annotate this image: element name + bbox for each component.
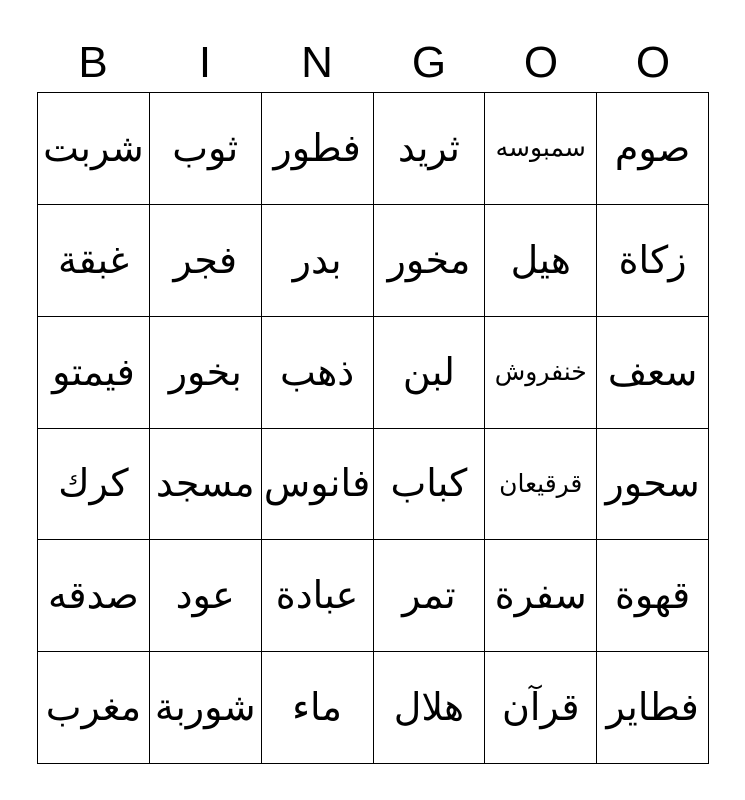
bingo-cell[interactable]: سحور (597, 429, 709, 541)
bingo-cell[interactable]: كباب (374, 429, 486, 541)
bingo-cell[interactable]: شربت (38, 93, 150, 205)
bingo-cell[interactable]: هيل (485, 205, 597, 317)
bingo-board (37, 92, 709, 764)
bingo-cell[interactable]: عبادة (262, 540, 374, 652)
header-letter-o: O (523, 38, 559, 87)
header-letter-i: I (198, 38, 212, 87)
bingo-cell[interactable]: شوربة (150, 652, 262, 764)
bingo-cell[interactable]: مسجد (150, 429, 262, 541)
bingo-cell[interactable]: فطور (262, 93, 374, 205)
bingo-cell[interactable]: فجر (150, 205, 262, 317)
bingo-cell[interactable]: لبن (374, 317, 486, 429)
bingo-cell[interactable]: قهوة (597, 540, 709, 652)
bingo-cell[interactable]: ثريد (374, 93, 486, 205)
bingo-cell[interactable]: قرآن (485, 652, 597, 764)
bingo-cell[interactable]: خنفروش (485, 317, 597, 429)
header-letter-g: G (411, 38, 447, 87)
bingo-cell[interactable]: سمبوسه (485, 93, 597, 205)
bingo-cell[interactable]: فيمتو (38, 317, 150, 429)
bingo-header (37, 34, 709, 92)
bingo-cell[interactable]: مخور (374, 205, 486, 317)
bingo-cell[interactable]: سفرة (485, 540, 597, 652)
bingo-cell[interactable]: زكاة (597, 205, 709, 317)
bingo-cell[interactable]: مغرب (38, 652, 150, 764)
bingo-cell[interactable]: هلال (374, 652, 486, 764)
bingo-cell[interactable]: ذهب (262, 317, 374, 429)
bingo-cell[interactable]: غبقة (38, 205, 150, 317)
bingo-cell[interactable]: سعف (597, 317, 709, 429)
bingo-cell[interactable]: تمر (374, 540, 486, 652)
header-letter-n: N (301, 38, 333, 87)
bingo-cell[interactable]: صوم (597, 93, 709, 205)
bingo-cell[interactable]: عود (150, 540, 262, 652)
bingo-cell[interactable]: ثوب (150, 93, 262, 205)
bingo-cell[interactable]: فانوس (262, 429, 374, 541)
bingo-cell[interactable]: بدر (262, 205, 374, 317)
bingo-cell[interactable]: ماء (262, 652, 374, 764)
bingo-cell[interactable]: صدقه (38, 540, 150, 652)
bingo-cell[interactable]: فطاير (597, 652, 709, 764)
bingo-cell[interactable]: كرك (38, 429, 150, 541)
bingo-cell[interactable]: قرقيعان (485, 429, 597, 541)
header-letter-o-2: O (635, 38, 671, 87)
header-letter-b: B (78, 38, 108, 87)
bingo-cell[interactable]: بخور (150, 317, 262, 429)
